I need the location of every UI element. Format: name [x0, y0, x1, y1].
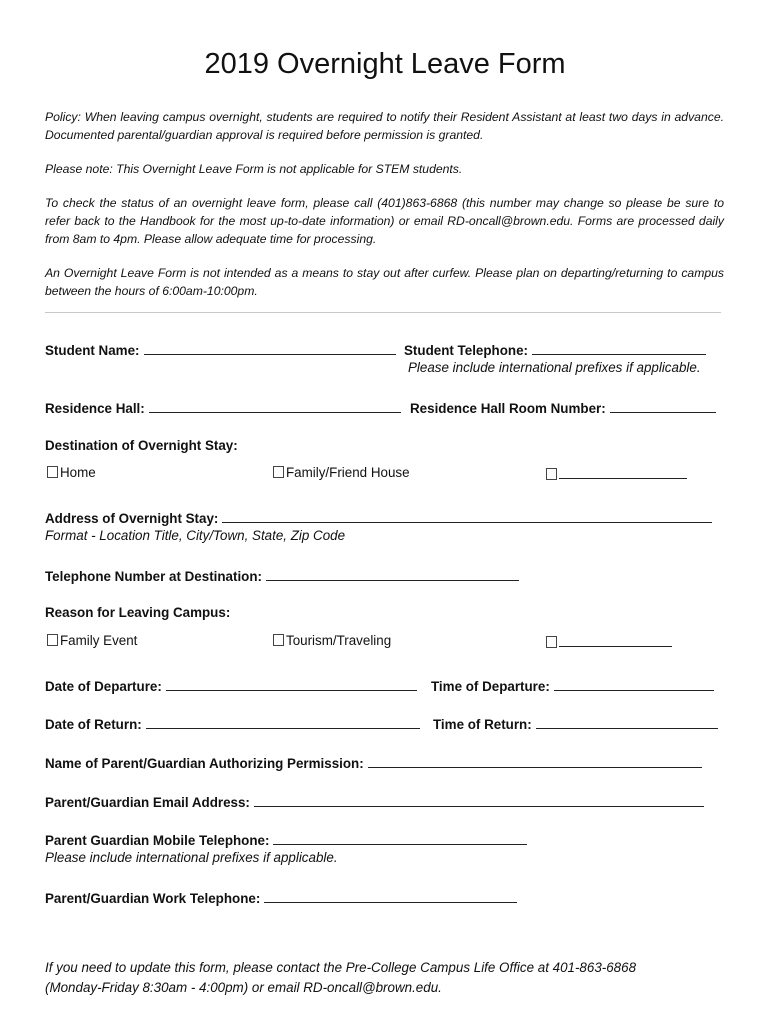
address-row [45, 509, 712, 526]
reason-row [45, 605, 230, 620]
departure-time-field[interactable] [554, 677, 714, 691]
family-event-checkbox[interactable] [47, 634, 58, 646]
return-time-label: Time of Return: [433, 717, 532, 732]
room-number-row [410, 399, 716, 416]
tourism-option-label: Tourism/Traveling [286, 633, 392, 648]
reason-label: Reason for Leaving Campus: [45, 605, 231, 620]
footer-line-2: (Monday-Friday 8:30am - 4:00pm) or email RD-oncall@brown.edu. [45, 980, 442, 995]
guardian-mobile-row [45, 831, 527, 848]
student-telephone-note: Please include international prefixes if applicable. [408, 360, 701, 375]
destination-other-field[interactable] [559, 465, 687, 479]
home-checkbox[interactable] [47, 466, 58, 478]
student-name-row [45, 341, 396, 358]
status-paragraph: To check the status of an overnight leave form, please call (401)863-6868 (this number may change so please be sure to refer back to the Handbook for the most up-to-date information) or email RD-oncall@brown.edu. Forms are processed daily from 8am to 4pm. Please allow adequate time for processing. [45, 196, 724, 246]
destination-option-home[interactable] [47, 465, 96, 480]
address-field[interactable] [222, 509, 712, 523]
destination-telephone-label: Telephone Number at Destination: [45, 569, 262, 584]
guardian-mobile-note: Please include international prefixes if applicable. [45, 850, 338, 865]
guardian-name-label: Name of Parent/Guardian Authorizing Permission: [45, 756, 364, 771]
tourism-checkbox[interactable] [273, 634, 284, 646]
reason-option-other[interactable] [546, 633, 672, 650]
destination-option-other[interactable] [546, 465, 687, 482]
reason-option-family-event[interactable] [47, 633, 137, 648]
footer-line-1: If you need to update this form, please contact the Pre-College Campus Life Office at 401-863-6868 [45, 960, 637, 975]
destination-option-family-friend[interactable] [273, 465, 410, 480]
footer-contact [45, 958, 725, 998]
guardian-work-label: Parent/Guardian Work Telephone: [45, 891, 261, 906]
destination-label: Destination of Overnight Stay: [45, 438, 238, 453]
return-date-field[interactable] [146, 715, 420, 729]
student-name-field[interactable] [144, 341, 396, 355]
family-friend-checkbox[interactable] [273, 466, 284, 478]
return-date-row [45, 715, 420, 732]
residence-hall-row [45, 399, 401, 416]
reason-other-field[interactable] [559, 633, 672, 647]
guardian-name-field[interactable] [368, 754, 702, 768]
departure-date-label: Date of Departure: [45, 679, 162, 694]
guardian-email-field[interactable] [254, 793, 704, 807]
curfew-paragraph: An Overnight Leave Form is not intended as a means to stay out after curfew. Please plan on departing/returning to campus between the hours of 6:00am-10:00pm. [45, 266, 724, 298]
destination-other-checkbox[interactable] [546, 468, 557, 480]
destination-telephone-row [45, 567, 519, 584]
reason-option-tourism[interactable] [273, 633, 391, 648]
address-format-note: Format - Location Title, City/Town, State, Zip Code [45, 528, 346, 543]
guardian-mobile-field[interactable] [273, 831, 527, 845]
student-name-label: Student Name: [45, 343, 140, 358]
destination-telephone-field[interactable] [266, 567, 519, 581]
residence-hall-label: Residence Hall: [45, 401, 145, 416]
room-number-label: Residence Hall Room Number: [410, 401, 606, 416]
address-label: Address of Overnight Stay: [45, 511, 219, 526]
guardian-email-label: Parent/Guardian Email Address: [45, 795, 250, 810]
guardian-work-row [45, 889, 517, 906]
return-time-field[interactable] [536, 715, 718, 729]
destination-row [45, 438, 238, 453]
home-option-label: Home [60, 465, 96, 480]
student-telephone-label: Student Telephone: [404, 343, 528, 358]
note-paragraph: Please note: This Overnight Leave Form is not applicable for STEM students. [45, 162, 463, 176]
guardian-mobile-label: Parent Guardian Mobile Telephone: [45, 833, 270, 848]
student-telephone-field[interactable] [532, 341, 706, 355]
departure-time-row [431, 677, 714, 694]
student-telephone-row [404, 341, 706, 358]
section-divider [45, 312, 721, 313]
family-event-option-label: Family Event [60, 633, 138, 648]
guardian-email-row [45, 793, 704, 810]
guardian-work-field[interactable] [264, 889, 517, 903]
return-date-label: Date of Return: [45, 717, 142, 732]
reason-other-checkbox[interactable] [546, 636, 557, 648]
departure-time-label: Time of Departure: [431, 679, 550, 694]
form-title: 2019 Overnight Leave Form [204, 48, 566, 80]
room-number-field[interactable] [610, 399, 716, 413]
return-time-row [433, 715, 718, 732]
family-friend-option-label: Family/Friend House [286, 465, 410, 480]
guardian-name-row [45, 754, 702, 771]
departure-date-row [45, 677, 417, 694]
policy-paragraph: Policy: When leaving campus overnight, students are required to notify their Resident Assistant at least two days in advance. Documented parental/guardian approval is required before permission is granted. [45, 110, 724, 142]
departure-date-field[interactable] [166, 677, 417, 691]
residence-hall-field[interactable] [149, 399, 401, 413]
